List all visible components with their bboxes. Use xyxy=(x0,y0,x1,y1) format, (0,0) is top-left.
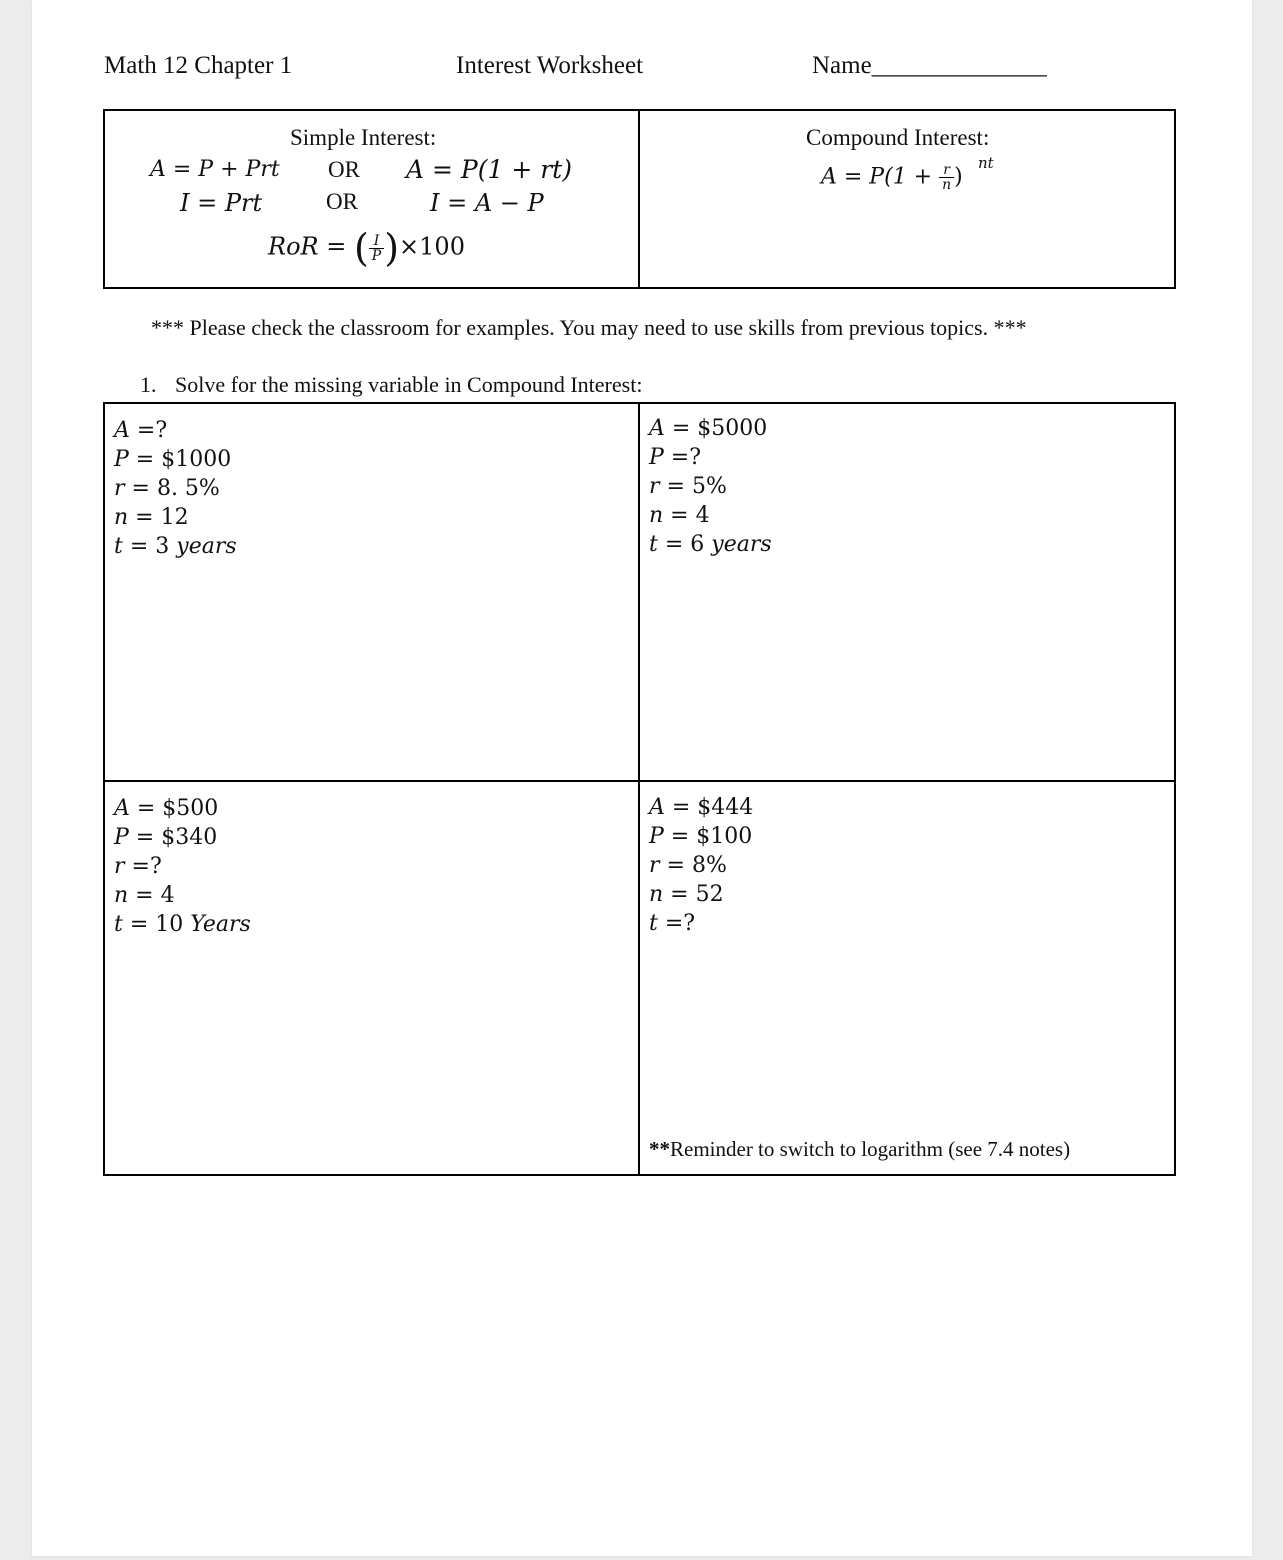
ror-tail: ×100 xyxy=(399,232,465,261)
question-number: 1. xyxy=(140,372,157,397)
variable-symbol: r xyxy=(114,854,125,879)
variable-symbol: t xyxy=(649,532,658,557)
variable-symbol: n xyxy=(114,505,129,530)
variable-value: = 3 xyxy=(122,534,177,559)
variable-value: = 8% xyxy=(659,853,727,878)
variable-symbol: n xyxy=(649,882,664,907)
variable-line xyxy=(114,881,251,910)
compound-fraction xyxy=(939,163,954,192)
problem-cell-3 xyxy=(114,794,251,939)
variable-line xyxy=(114,910,251,939)
variable-line xyxy=(649,851,753,880)
variable-line xyxy=(114,823,251,852)
reminder-stars: ** xyxy=(649,1137,670,1161)
compound-interest-title: Compound Interest: xyxy=(806,125,990,150)
variable-symbol: r xyxy=(649,853,660,878)
variable-value: = 5% xyxy=(659,474,727,499)
variable-symbol: P xyxy=(114,825,129,850)
simple-interest-title: Simple Interest: xyxy=(290,125,437,150)
variable-line xyxy=(649,530,772,559)
worksheet-page xyxy=(32,0,1252,1556)
ror-formula xyxy=(268,226,465,270)
reminder-text: Reminder to switch to logarithm (see 7.4 notes) xyxy=(670,1137,1071,1161)
ror-denominator: P xyxy=(371,247,382,264)
variable-value: = 4 xyxy=(128,883,175,908)
variable-symbol: A xyxy=(114,796,130,821)
formula-box-divider xyxy=(638,109,640,289)
question-prompt: Solve for the missing variable in Compound Interest: xyxy=(175,372,643,397)
variable-value: = 12 xyxy=(128,505,189,530)
variable-line xyxy=(649,909,753,938)
course-title: Math 12 Chapter 1 xyxy=(104,52,293,79)
variable-value: = 52 xyxy=(663,882,724,907)
variable-symbol: P xyxy=(649,445,664,470)
variable-value: =? xyxy=(124,854,162,879)
ror-numerator: I xyxy=(369,234,384,249)
simple-formula-3: I = Prt xyxy=(180,189,263,217)
simple-formula-4: I = A − P xyxy=(430,189,544,217)
variable-value: = $100 xyxy=(663,824,753,849)
ror-fraction xyxy=(369,234,384,263)
variable-line xyxy=(114,416,237,445)
variable-value: = 8. 5% xyxy=(124,476,220,501)
variable-line xyxy=(649,822,753,851)
variable-value: = 4 xyxy=(663,503,710,528)
variable-symbol: r xyxy=(114,476,125,501)
variable-symbol: n xyxy=(649,503,664,528)
problem-cell-2 xyxy=(649,414,772,559)
compound-close-paren: ) xyxy=(954,164,963,190)
variable-symbol: t xyxy=(114,534,123,559)
variable-line xyxy=(649,414,772,443)
variable-value: =? xyxy=(657,911,696,936)
or-label-1: OR xyxy=(328,157,360,182)
worksheet-title: Interest Worksheet xyxy=(456,52,644,79)
variable-line xyxy=(114,474,237,503)
variable-line xyxy=(114,852,251,881)
variable-unit: years xyxy=(176,534,237,559)
variable-symbol: n xyxy=(114,883,129,908)
simple-formula-2: A = P(1 + rt) xyxy=(406,155,572,184)
variable-line xyxy=(649,443,772,472)
or-label-2: OR xyxy=(326,189,358,214)
variable-symbol: t xyxy=(114,912,123,937)
variable-value: = $444 xyxy=(664,795,754,820)
simple-formula-1: A = P + Prt xyxy=(150,157,280,182)
variable-symbol: P xyxy=(114,447,129,472)
compound-exponent: nt xyxy=(978,154,994,172)
variable-value: =? xyxy=(663,445,702,470)
variable-symbol: P xyxy=(649,824,664,849)
variable-symbol: r xyxy=(649,474,660,499)
variable-value: = 10 xyxy=(122,912,191,937)
variable-line xyxy=(649,880,753,909)
variable-symbol: t xyxy=(649,911,658,936)
variable-line xyxy=(649,501,772,530)
variable-value: = $1000 xyxy=(128,447,232,472)
ror-open-paren: ( xyxy=(353,226,369,270)
variable-line xyxy=(114,532,237,561)
variable-line xyxy=(114,503,237,532)
variable-value: =? xyxy=(129,418,168,443)
variable-value: = $500 xyxy=(129,796,219,821)
variable-value: = 6 xyxy=(657,532,712,557)
variable-symbol: A xyxy=(114,418,130,443)
compound-formula xyxy=(821,163,963,192)
variable-value: = $340 xyxy=(128,825,218,850)
variable-symbol: A xyxy=(649,416,665,441)
variable-line xyxy=(649,472,772,501)
grid-vertical-divider xyxy=(638,402,640,1176)
problem-cell-4 xyxy=(649,793,753,938)
problem-cell-1 xyxy=(114,416,237,561)
name-field: Name______________ xyxy=(812,52,1047,79)
compound-denominator: n xyxy=(942,177,952,193)
instructions-note: *** Please check the classroom for examples. You may need to use skills from previous topics. *** xyxy=(151,315,1027,340)
variable-value: = $5000 xyxy=(664,416,768,441)
ror-lhs: RoR = xyxy=(268,232,347,261)
variable-line xyxy=(649,793,753,822)
compound-lhs: A = P(1 + xyxy=(821,164,933,190)
variable-unit: years xyxy=(711,532,772,557)
variable-line xyxy=(114,445,237,474)
grid-horizontal-divider xyxy=(103,780,1176,782)
logarithm-reminder xyxy=(649,1137,1070,1162)
variable-line xyxy=(114,794,251,823)
variable-symbol: A xyxy=(649,795,665,820)
ror-close-paren: ) xyxy=(384,226,400,270)
compound-numerator: r xyxy=(939,163,954,178)
variable-unit: Years xyxy=(190,912,251,937)
